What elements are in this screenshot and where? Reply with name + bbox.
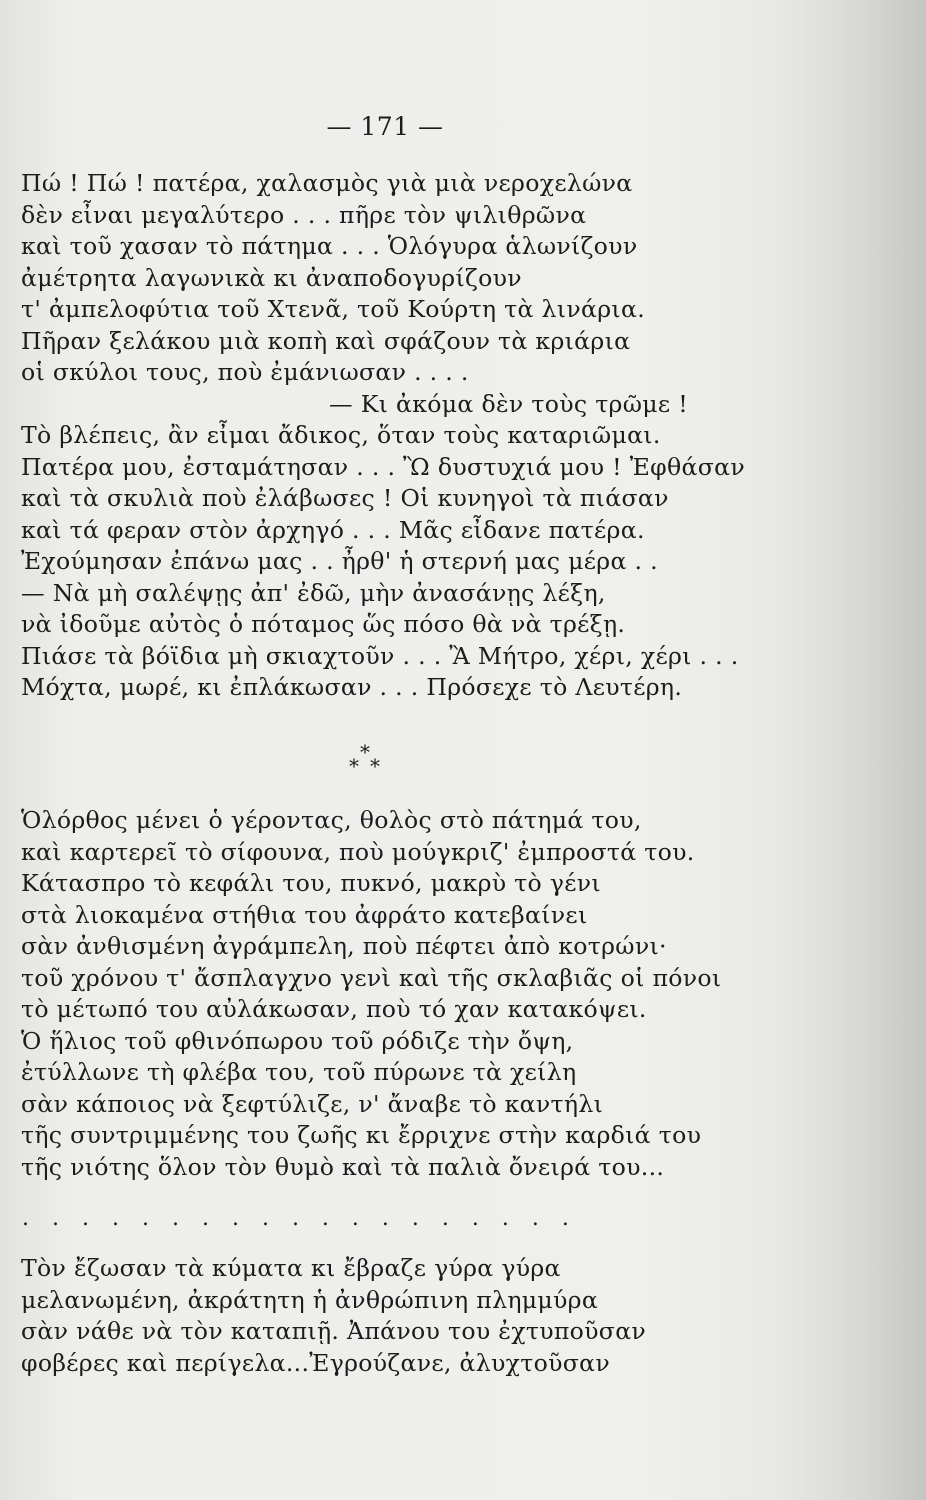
- verse-line: στὰ λιοκαμένα στήθια του ἀφράτο κατεβαίνει: [21, 900, 588, 929]
- verse-line: ἐτύλλωνε τὴ φλέβα του, τοῦ πύρωνε τὰ χείλη: [21, 1058, 577, 1086]
- dotted-separator: ...................: [22, 1206, 592, 1231]
- verse-line: σὰν ἀνθισμένη ἀγράμπελη, ποὺ πέφτει ἀπὸ κοτρώνι·: [21, 932, 667, 960]
- verse-line: Τὸ βλέπεις, ἂν εἶμαι ἄδικος, ὅταν τοὺς καταριῶμαι.: [21, 421, 661, 449]
- verse-line: νὰ ἰδοῦμε αὐτὸς ὁ πόταμος ὥς πόσο θὰ νὰ τρέξῃ.: [21, 610, 626, 638]
- stanza-2: [21, 805, 756, 1183]
- verse-line: Ἐχούμησαν ἐπάνω μας . . ἦρθ' ἡ στερνή μας μέρα . .: [21, 547, 658, 575]
- verse-line: φοβέρες καὶ περίγελα...Ἐγρούζανε, ἀλυχτοῦσαν: [21, 1348, 611, 1377]
- verse-line: οἱ σκύλοι τους, ποὺ ἐμάνιωσαν . . . .: [21, 358, 469, 386]
- verse-line: καὶ τὰ σκυλιὰ ποὺ ἐλάβωσες ! Οἱ κυνηγοὶ τὰ πιάσαν: [21, 484, 669, 512]
- verse-line: — Νὰ μὴ σαλέψῃς ἀπ' ἐδῶ, μὴν ἀνασάνῃς λέξη,: [21, 578, 606, 607]
- verse-line: καὶ τοῦ χασαν τὸ πάτημα . . . Ὁλόγυρα ἁλωνίζουν: [21, 232, 638, 260]
- verse-line: μελανωμένη, ἀκράτητη ἡ ἀνθρώπινη πλημμύρα: [21, 1285, 599, 1314]
- verse-line: Ὁ ἥλιος τοῦ φθινόπωρου τοῦ ρόδιζε τὴν ὄψη,: [21, 1026, 574, 1055]
- verse-line: καὶ καρτερεῖ τὸ σίφουνα, ποὺ μούγκριζ' ἐμπροστά του.: [21, 837, 695, 866]
- asterism-star: *: [349, 754, 359, 778]
- verse-line: ἀμέτρητα λαγωνικὰ κι ἀναποδογυρίζουν: [21, 263, 522, 292]
- verse-line-indented: — Κι ἀκόμα δὲν τοὺς τρῶμε !: [329, 389, 688, 418]
- verse-line: σὰν νάθε νὰ τὸν καταπιῇ. Ἀπάνου του ἐχτυποῦσαν: [21, 1317, 647, 1345]
- verse-line: τῆς νιότης ὅλον τὸν θυμὸ καὶ τὰ παλιὰ ὄνειρά του...: [21, 1152, 665, 1181]
- verse-line: Ὁλόρθος μένει ὁ γέροντας, θολὸς στὸ πάτημά του,: [21, 806, 642, 834]
- asterism-star: *: [360, 740, 370, 764]
- verse-line: σὰν κάποιος νὰ ξεφτύλιζε, ν' ἄναβε τὸ καντήλι: [21, 1089, 604, 1118]
- stanza-3: [21, 1253, 756, 1379]
- verse-line: Τὸν ἔζωσαν τὰ κύματα κι ἔβραζε γύρα γύρα: [21, 1254, 561, 1282]
- verse-line: Μόχτα, μωρέ, κι ἐπλάκωσαν . . . Πρόσεχε τὸ Λευτέρη.: [21, 673, 683, 701]
- verse-line: Πατέρα μου, ἐσταμάτησαν . . . Ὢ δυστυχιά μου ! Ἐφθάσαν: [21, 452, 745, 481]
- verse-line: τῆς συντριμμένης του ζωῆς κι ἔρριχνε στὴν καρδιά του: [21, 1121, 702, 1149]
- verse-line: Πώ ! Πώ ! πατέρα, χαλασμὸς γιὰ μιὰ νεροχελώνα: [21, 169, 633, 197]
- asterism-star: *: [370, 754, 380, 778]
- page-edge-shadow: [776, 0, 926, 1500]
- verse-line: Πιάσε τὰ βόϊδια μὴ σκιαχτοῦν . . . Ἂ Μήτρο, χέρι, χέρι . . .: [21, 641, 739, 670]
- verse-line: Πῆραν ξελάκου μιὰ κοπὴ καὶ σφάζουν τὰ κριάρια: [21, 326, 631, 355]
- verse-line: τοῦ χρόνου τ' ἄσπλαγχνο γενὶ καὶ τῆς σκλαβιᾶς οἱ πόνοι: [21, 963, 722, 992]
- verse-line: τὸ μέτωπό του αὐλάκωσαν, ποὺ τό χαν κατακόψει.: [21, 995, 647, 1023]
- stanza-1: [21, 168, 756, 704]
- asterism-divider: [342, 740, 402, 776]
- verse-line: καὶ τά φεραν στὸν ἀρχηγό . . . Μᾶς εἶδανε πατέρα.: [21, 515, 645, 544]
- verse-line: Κάτασπρο τὸ κεφάλι του, πυκνό, μακρὺ τὸ γένι: [21, 869, 601, 897]
- page-number: — 171 —: [326, 112, 444, 141]
- verse-line: δὲν εἶναι μεγαλύτερο . . . πῆρε τὸν ψιλιθρῶνα: [21, 200, 587, 229]
- verse-line: τ' ἀμπελοφύτια τοῦ Χτενᾶ, τοῦ Κούρτη τὰ λινάρια.: [21, 295, 645, 323]
